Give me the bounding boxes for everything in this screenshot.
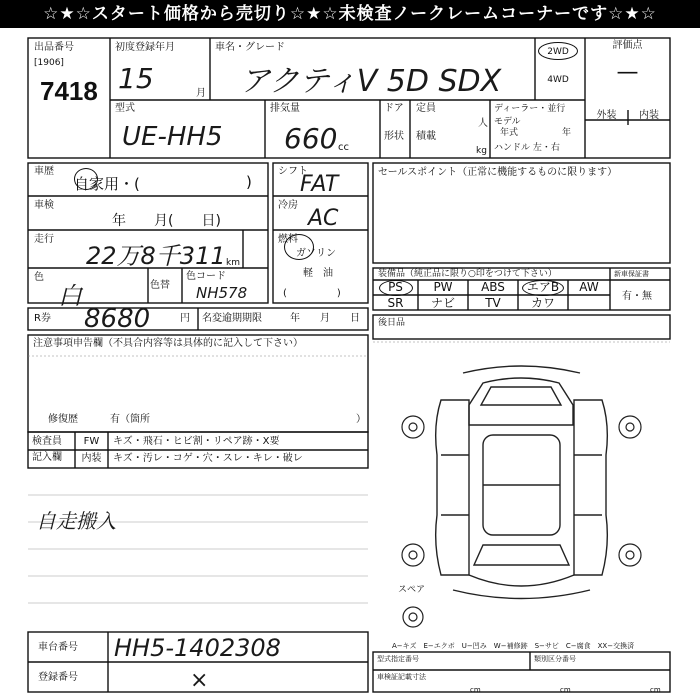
shape-label: 形状 xyxy=(384,131,404,142)
cm-unit-3: cm xyxy=(650,686,661,694)
lot-label: 出品番号 xyxy=(34,42,74,53)
ac-label: 冷房 xyxy=(278,200,298,211)
cc-unit: cc xyxy=(338,142,349,153)
r-value: 8680 xyxy=(84,304,151,334)
r-label: R券 xyxy=(34,313,51,324)
repair-value: 有（箇所 xyxy=(110,414,150,425)
fw-text: キズ・飛石・ヒビ割・リペア跡・X要 xyxy=(113,436,280,447)
displacement-value: 660 xyxy=(284,122,338,155)
damage-legend: A−キズ E−エクボ U−凹み W−補修跡 S−サビ C−腐食 XX−交換済 xyxy=(392,642,635,650)
year-unit: 年 xyxy=(562,128,572,138)
notes-label: 注意事項申告欄（不具合内容等は具体的に記入して下さい） xyxy=(33,338,303,349)
mileage-label: 走行 xyxy=(34,234,54,245)
history-close: ) xyxy=(246,173,252,191)
car-damage-diagram xyxy=(373,345,670,645)
dim-label: 車検証記載寸法 xyxy=(377,673,426,681)
fuel-paren: ( ) xyxy=(283,288,341,299)
shift-value: FAT xyxy=(300,172,339,197)
shift-label: シフト xyxy=(278,166,308,177)
warranty-options: 有・無 xyxy=(622,291,652,302)
equip-navi: ナビ xyxy=(430,296,455,310)
rating-value: — xyxy=(616,60,639,85)
chassis-value: HH5-1402308 xyxy=(114,634,281,662)
model-label: 型式 xyxy=(115,103,135,114)
exterior-label: 外装 xyxy=(596,110,617,121)
fuel-gas: ガソリン xyxy=(296,248,336,259)
rear-label: 後日品 xyxy=(378,318,406,328)
equip-sr: SR xyxy=(387,296,404,310)
interior-label: 内装 xyxy=(639,110,659,121)
person-unit: 人 xyxy=(478,118,488,129)
model-value: UE-HH5 xyxy=(122,122,223,152)
fuel-label: 燃料 xyxy=(278,234,298,245)
color-label: 色 xyxy=(34,272,44,283)
name-change-text: 年 月 日 xyxy=(290,313,360,324)
dealer-label: ディーラー・並行 xyxy=(494,104,566,114)
equip-airbag: エアB xyxy=(526,280,560,294)
model-year-label: モデル xyxy=(494,117,521,127)
inspector-label2: 記入欄 xyxy=(32,452,62,463)
fuel-diesel: 軽 油 xyxy=(303,268,333,279)
first-reg-value: 15 xyxy=(118,62,154,95)
repair-label: 修復歴 xyxy=(48,414,78,425)
class-label: 類別区分番号 xyxy=(534,655,576,663)
reg-value: × xyxy=(190,668,209,693)
color-value: 白 xyxy=(58,282,82,310)
equip-abs: ABS xyxy=(481,280,505,294)
ac-value: AC xyxy=(308,206,339,231)
drive-2wd: 2WD xyxy=(547,47,569,57)
door-label: ドア xyxy=(384,103,404,114)
fw-label: FW xyxy=(83,436,100,447)
sales-point-label: セールスポイント（正常に機能するものに限ります） xyxy=(378,167,618,178)
drive-4wd: 4WD xyxy=(547,75,569,85)
interior-insp-text: キズ・汚レ・コゲ・穴・スレ・キレ・破レ xyxy=(113,453,303,464)
inspection-label: 車検 xyxy=(34,200,54,211)
model-year-label2: 年式 xyxy=(500,128,519,138)
color-change-label: 色替 xyxy=(150,280,170,291)
displacement-label: 排気量 xyxy=(270,103,300,114)
equip-tv: TV xyxy=(485,296,501,310)
new-warranty-label: 新車保証書 xyxy=(614,270,649,278)
rating-label: 評価点 xyxy=(612,40,643,51)
equip-ps: PS xyxy=(388,280,403,294)
name-label: 車名・グレード xyxy=(215,42,285,53)
top-banner: ☆★☆スタート価格から売切り☆★☆未検査ノークレームコーナーです☆★☆ xyxy=(0,0,700,28)
capacity-label: 定員 xyxy=(416,103,436,114)
handle-label: ハンドル 左・右 xyxy=(494,143,560,153)
cm-unit-1: cm xyxy=(470,686,481,694)
color-code-label: 色コード xyxy=(186,271,226,282)
lot-code: [1906] xyxy=(34,58,64,68)
inspection-text: 年 月( 日) xyxy=(112,213,221,229)
interior-insp-label: 内装 xyxy=(81,453,102,464)
equip-pw: PW xyxy=(433,280,453,294)
km-unit: km xyxy=(226,258,240,268)
equip-aw: AW xyxy=(579,280,599,294)
load-label: 積載 xyxy=(416,131,436,142)
month-unit: 月 xyxy=(196,88,206,99)
history-value: 自家用・( xyxy=(74,175,140,193)
spare-label: スペア xyxy=(398,585,426,595)
equipment-label: 装備品（純正品に限り○印をつけて下さい） xyxy=(378,269,557,279)
repair-close: ） xyxy=(356,414,366,425)
chassis-label: 車台番号 xyxy=(38,642,78,653)
first-reg-label: 初度登録年月 xyxy=(115,42,175,53)
inspector-note: 自走搬入 xyxy=(36,509,116,533)
inspector-label1: 検査員 xyxy=(32,436,62,447)
name-change-label: 名変逾期期限 xyxy=(202,313,262,324)
cm-unit-2: cm xyxy=(560,686,571,694)
equip-leather: カワ xyxy=(530,296,555,310)
kg-unit: kg xyxy=(476,146,487,156)
yen-unit: 円 xyxy=(180,313,190,324)
history-label: 車歴 xyxy=(34,166,54,177)
reg-label: 登録番号 xyxy=(38,672,78,683)
car-name-grade: アクティV 5D SDX xyxy=(240,64,502,99)
color-code-value: NH578 xyxy=(196,284,248,302)
lot-number: 7418 xyxy=(40,76,98,106)
mileage-value: 22万8千311 xyxy=(86,242,226,270)
form-label: 型式指定番号 xyxy=(377,655,419,663)
